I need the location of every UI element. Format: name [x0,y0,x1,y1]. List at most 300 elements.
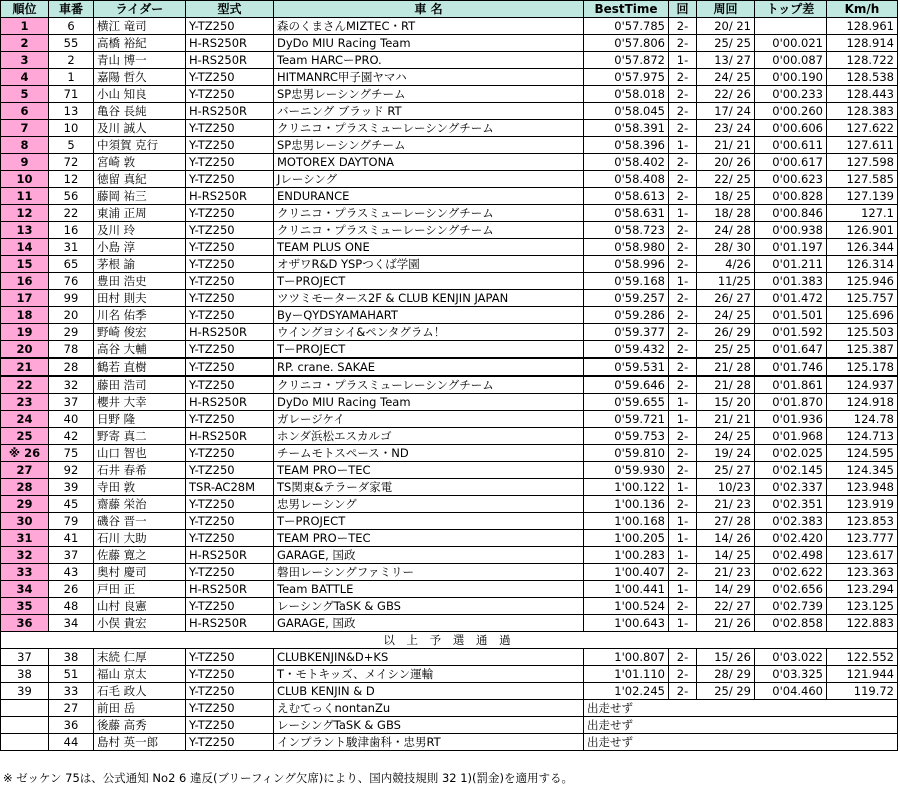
cell-car-number: 45 [49,496,94,513]
cell-best-time: 1'00.205 [584,530,669,547]
cell-speed: 122.552 [827,649,898,666]
cell-position: 23 [1,394,49,411]
cell-speed: 124.713 [827,428,898,445]
table-row [1,239,898,256]
cell-best-time: 0'58.996 [584,256,669,273]
cell-rider: 櫻井 大幸 [94,394,186,411]
cell-position: 5 [1,86,49,103]
cell-gap: 0'02.337 [755,479,827,496]
cell-model: Y-TZ250 [186,273,274,290]
cell-rider: 小島 淳 [94,239,186,256]
cell-laps: 22/ 25 [697,171,755,188]
cell-lap-no: 1- [669,530,697,547]
cell-speed: 125.757 [827,290,898,307]
table-row [1,496,898,513]
table-row [1,598,898,615]
cell-best-time: 0'58.045 [584,103,669,120]
table-row [1,411,898,428]
cell-laps: 25/ 27 [697,462,755,479]
cell-lap-no: 2- [669,307,697,324]
cell-model: Y-TZ250 [186,666,274,683]
cell-rider: 石毛 政人 [94,683,186,700]
header-best-time: BestTime [584,1,669,18]
cell-car-number: 76 [49,273,94,290]
cell-lap-no: 2- [669,462,697,479]
cell-team: SP忠男レーシングチーム [274,86,584,103]
cell-car-number: 32 [49,376,94,394]
cell-rider: 野崎 俊宏 [94,324,186,341]
cell-best-time: 1'00.441 [584,581,669,598]
cell-best-time: 0'57.806 [584,35,669,52]
cell-speed: 127.585 [827,171,898,188]
cell-model: Y-TZ250 [186,445,274,462]
table-row [1,547,898,564]
table-row [1,666,898,683]
cell-laps: 28/ 30 [697,239,755,256]
cell-best-time: 0'59.930 [584,462,669,479]
cell-speed: 123.363 [827,564,898,581]
cell-model: TSR-AC28M [186,479,274,496]
cell-car-number: 38 [49,649,94,666]
table-row [1,341,898,359]
cell-team: Jレーシング [274,171,584,188]
cell-model: H-RS250R [186,324,274,341]
cell-gap: 0'01.746 [755,358,827,376]
cell-laps: 26/ 29 [697,324,755,341]
cell-best-time: 0'58.631 [584,205,669,222]
cell-best-time: 0'59.286 [584,307,669,324]
table-row [1,222,898,239]
cell-rider: 高橋 裕紀 [94,35,186,52]
header-speed: Km/h [827,1,898,18]
cell-best-time: 0'58.391 [584,120,669,137]
table-row [1,683,898,700]
cell-gap: 0'01.197 [755,239,827,256]
cell-car-number: 37 [49,547,94,564]
results-body [1,18,898,751]
cell-speed: 126.344 [827,239,898,256]
cell-best-time: 0'59.531 [584,358,669,376]
cell-car-number: 37 [49,394,94,411]
cell-model: Y-TZ250 [186,171,274,188]
cell-laps: 14/ 29 [697,581,755,598]
cell-rider: 及川 誠人 [94,120,186,137]
cell-rider: 横江 竜司 [94,18,186,35]
cell-speed: 123.617 [827,547,898,564]
cell-car-number: 33 [49,683,94,700]
cell-speed: 128.443 [827,86,898,103]
cell-car-number: 65 [49,256,94,273]
cell-model: Y-TZ250 [186,376,274,394]
cell-speed: 128.722 [827,52,898,69]
cell-position: 35 [1,598,49,615]
cell-gap: 0'01.592 [755,324,827,341]
cell-team: クリニコ・プラスミューレーシングチーム [274,120,584,137]
cell-laps: 13/ 27 [697,52,755,69]
cell-team: Team HARCーPRO. [274,52,584,69]
cell-rider: 福山 京太 [94,666,186,683]
cell-position: 21 [1,358,49,376]
cell-lap-no: 2- [669,649,697,666]
cell-position: 34 [1,581,49,598]
cell-best-time: 0'59.646 [584,376,669,394]
cell-gap: 0'00.617 [755,154,827,171]
cell-laps: 4/26 [697,256,755,273]
cell-rider: 前田 岳 [94,700,186,717]
cell-position: 3 [1,52,49,69]
cell-speed: 125.946 [827,273,898,290]
cell-laps: 14/ 26 [697,530,755,547]
cell-position: 22 [1,376,49,394]
cell-rider: 高谷 大輔 [94,341,186,359]
cell-car-number: 10 [49,120,94,137]
cell-gap: 0'00.846 [755,205,827,222]
header-position: 順位 [1,1,49,18]
cell-team: 忠男レーシング [274,496,584,513]
cell-rider: 末続 仁厚 [94,649,186,666]
cell-car-number: 72 [49,154,94,171]
cell-position: 10 [1,171,49,188]
cell-lap-no: 2- [669,103,697,120]
cell-speed: 123.948 [827,479,898,496]
cell-team: TEAM PROーTEC [274,530,584,547]
cell-lap-no: 2- [669,445,697,462]
table-row [1,35,898,52]
cell-car-number: 31 [49,239,94,256]
cell-lap-no: 1- [669,52,697,69]
cell-speed: 123.853 [827,513,898,530]
cell-gap: 0'00.190 [755,69,827,86]
cell-gap: 0'01.936 [755,411,827,428]
cell-laps: 14/ 25 [697,547,755,564]
cell-best-time: 1'00.283 [584,547,669,564]
cell-rider: 亀谷 長純 [94,103,186,120]
cell-lap-no: 2- [669,341,697,359]
cell-laps: 19/ 24 [697,445,755,462]
cell-best-time: 1'00.122 [584,479,669,496]
cell-position: 31 [1,530,49,547]
table-row [1,564,898,581]
cell-car-number: 92 [49,462,94,479]
cell-team: 森のくまさんMIZTEC・RT [274,18,584,35]
cell-rider: 小俣 貴宏 [94,615,186,632]
cell-best-time: 0'57.975 [584,69,669,86]
table-row [1,188,898,205]
cell-position [1,700,49,717]
cell-gap: 0'03.022 [755,649,827,666]
cell-car-number: 1 [49,69,94,86]
dns-row [1,717,898,734]
cell-lap-no: 1- [669,411,697,428]
cell-laps: 23/ 24 [697,120,755,137]
cell-best-time: 0'59.810 [584,445,669,462]
cell-speed: 123.294 [827,581,898,598]
cell-car-number: 16 [49,222,94,239]
cell-lap-no: 2- [669,69,697,86]
cell-position: 4 [1,69,49,86]
cell-model: Y-TZ250 [186,120,274,137]
cell-model: H-RS250R [186,428,274,445]
cell-best-time: 0'59.257 [584,290,669,307]
cell-team: ByーQYDSYAMAHART [274,307,584,324]
cell-speed: 124.595 [827,445,898,462]
cell-lap-no: 2- [669,35,697,52]
table-row [1,290,898,307]
cell-gap: 0'00.021 [755,35,827,52]
cell-model: H-RS250R [186,394,274,411]
cell-rider: 小山 知良 [94,86,186,103]
cell-position: 28 [1,479,49,496]
cell-best-time: 1'00.168 [584,513,669,530]
cell-laps: 21/ 26 [697,615,755,632]
cell-best-time: 0'59.655 [584,394,669,411]
cell-rider: 鶴若 直樹 [94,358,186,376]
cell-lap-no: 2- [669,18,697,35]
cell-position: 33 [1,564,49,581]
cell-speed: 128.914 [827,35,898,52]
cell-laps: 25/ 29 [697,683,755,700]
cell-gap: 0'01.861 [755,376,827,394]
cell-rider: 戸田 正 [94,581,186,598]
cell-team: GARAGE, 国政 [274,547,584,564]
cell-team: クリニコ・プラスミューレーシングチーム [274,222,584,239]
cell-laps: 18/ 25 [697,188,755,205]
cell-model: Y-TZ250 [186,496,274,513]
table-row [1,358,898,376]
header-gap: トップ差 [755,1,827,18]
cell-rider: 田村 則夫 [94,290,186,307]
cell-lap-no: 2- [669,358,697,376]
cell-position: 19 [1,324,49,341]
cell-team: バーニング ブラッド RT [274,103,584,120]
cell-speed: 127.611 [827,137,898,154]
cell-car-number: 48 [49,598,94,615]
penalty-note: ※ ゼッケン 75は、公式通知 No2 6 違反(ブリーフィング欠席)により、国内競技規則 32 1)(罰金)を適用する。 [3,771,574,785]
cell-lap-no: 2- [669,428,697,445]
cell-team: ホンダ浜松エスカルゴ [274,428,584,445]
cell-position: 2 [1,35,49,52]
cell-model: Y-TZ250 [186,734,274,751]
cell-car-number: 29 [49,324,94,341]
cell-gap: 0'02.420 [755,530,827,547]
cell-best-time: 0'58.396 [584,137,669,154]
cell-lap-no: 1- [669,547,697,564]
cell-speed: 125.387 [827,341,898,359]
cell-model: Y-TZ250 [186,222,274,239]
cell-rider: 豊田 浩史 [94,273,186,290]
cell-team: ENDURANCE [274,188,584,205]
cell-rider: 藤田 浩司 [94,376,186,394]
cell-gap: 0'02.351 [755,496,827,513]
cell-lap-no: 2- [669,683,697,700]
header-laps: 周回 [697,1,755,18]
cell-model: Y-TZ250 [186,137,274,154]
cell-model: Y-TZ250 [186,717,274,734]
cell-model: Y-TZ250 [186,239,274,256]
cell-team: えむてっくnontanZu [274,700,584,717]
cell-position [1,734,49,751]
cell-car-number: 55 [49,35,94,52]
cell-laps: 27/ 28 [697,513,755,530]
cell-laps: 15/ 20 [697,394,755,411]
table-row [1,479,898,496]
dns-row [1,700,898,717]
cell-did-not-start: 出走せず [584,734,898,751]
cell-position: 1 [1,18,49,35]
cell-position: 8 [1,137,49,154]
cell-gap: 0'01.501 [755,307,827,324]
cell-position: 30 [1,513,49,530]
cell-rider: 徳留 真紀 [94,171,186,188]
cell-car-number: 34 [49,615,94,632]
cell-laps: 21/ 23 [697,564,755,581]
cell-lap-no: 2- [669,171,697,188]
cell-speed: 127.598 [827,154,898,171]
header-car-number: 車番 [49,1,94,18]
cell-team: TS関東&テラーダ家電 [274,479,584,496]
cell-team: GARAGE, 国政 [274,615,584,632]
cell-speed: 123.125 [827,598,898,615]
cell-position: 15 [1,256,49,273]
cell-position: 20 [1,341,49,359]
cell-best-time: 1'01.110 [584,666,669,683]
cell-rider: 藤岡 祐三 [94,188,186,205]
cell-team: TーPROJECT [274,341,584,359]
cell-position: 18 [1,307,49,324]
cell-lap-no: 1- [669,479,697,496]
cell-gap: 0'01.211 [755,256,827,273]
qualified-separator: 以 上 予 選 通 過 [1,632,898,649]
cell-speed: 128.538 [827,69,898,86]
cell-model: Y-TZ250 [186,341,274,359]
cell-position: 24 [1,411,49,428]
cell-team: TEAM PROーTEC [274,462,584,479]
cell-best-time: 0'58.980 [584,239,669,256]
cell-car-number: 5 [49,137,94,154]
cell-gap: 0'01.870 [755,394,827,411]
cell-gap: 0'03.325 [755,666,827,683]
cell-best-time: 1'00.136 [584,496,669,513]
cell-team: DyDo MIU Racing Team [274,394,584,411]
cell-car-number: 42 [49,428,94,445]
cell-gap: 0'02.858 [755,615,827,632]
table-row [1,52,898,69]
cell-lap-no: 2- [669,324,697,341]
cell-gap: 0'00.938 [755,222,827,239]
cell-laps: 10/23 [697,479,755,496]
cell-rider: 川名 佑季 [94,307,186,324]
cell-laps: 25/ 25 [697,341,755,359]
cell-lap-no: 1- [669,581,697,598]
cell-model: Y-TZ250 [186,649,274,666]
table-row [1,137,898,154]
cell-laps: 26/ 27 [697,290,755,307]
cell-laps: 21/ 21 [697,137,755,154]
cell-car-number: 56 [49,188,94,205]
table-row [1,324,898,341]
cell-laps: 20/ 21 [697,18,755,35]
qualified-separator-row [1,632,898,649]
cell-lap-no: 2- [669,239,697,256]
cell-car-number: 13 [49,103,94,120]
cell-rider: 宮崎 敦 [94,154,186,171]
cell-gap: 0'00.623 [755,171,827,188]
cell-best-time: 1'00.524 [584,598,669,615]
cell-gap: 0'01.647 [755,341,827,359]
cell-position: 12 [1,205,49,222]
cell-speed: 127.622 [827,120,898,137]
cell-best-time: 0'58.018 [584,86,669,103]
table-row [1,462,898,479]
cell-speed: 128.383 [827,103,898,120]
cell-lap-no: 2- [669,188,697,205]
cell-team: SP忠男レーシングチーム [274,137,584,154]
cell-team: ウイングヨシイ&ペンタグラム！ [274,324,584,341]
table-row [1,171,898,188]
cell-laps: 18/ 28 [697,205,755,222]
cell-rider: 青山 博一 [94,52,186,69]
cell-position: 29 [1,496,49,513]
cell-speed: 124.937 [827,376,898,394]
cell-rider: 寺田 敦 [94,479,186,496]
cell-gap: 0'02.622 [755,564,827,581]
cell-team: オザワR&D YSPつくば学園 [274,256,584,273]
cell-best-time: 0'59.432 [584,341,669,359]
cell-speed: 126.314 [827,256,898,273]
cell-position: 11 [1,188,49,205]
cell-model: Y-TZ250 [186,69,274,86]
cell-laps: 25/ 25 [697,35,755,52]
cell-car-number: 71 [49,86,94,103]
cell-model: H-RS250R [186,615,274,632]
cell-gap: 0'02.025 [755,445,827,462]
cell-speed: 119.72 [827,683,898,700]
cell-laps: 21/ 28 [697,376,755,394]
cell-car-number: 51 [49,666,94,683]
cell-speed: 123.919 [827,496,898,513]
cell-speed: 123.777 [827,530,898,547]
cell-speed: 125.696 [827,307,898,324]
cell-rider: 磯谷 晋一 [94,513,186,530]
cell-gap: 0'02.145 [755,462,827,479]
cell-position: 25 [1,428,49,445]
cell-model: H-RS250R [186,35,274,52]
cell-rider: 後藤 高秀 [94,717,186,734]
cell-laps: 21/ 23 [697,496,755,513]
cell-lap-no: 1- [669,137,697,154]
cell-gap: 0'00.611 [755,137,827,154]
cell-gap: 0'00.233 [755,86,827,103]
cell-lap-no: 2- [669,86,697,103]
cell-best-time: 0'57.785 [584,18,669,35]
dns-row [1,734,898,751]
cell-team: TEAM PLUS ONE [274,239,584,256]
cell-car-number: 75 [49,445,94,462]
cell-team: TーPROJECT [274,273,584,290]
cell-rider: 齋藤 栄治 [94,496,186,513]
cell-did-not-start: 出走せず [584,717,898,734]
cell-position: 37 [1,649,49,666]
cell-speed: 127.1 [827,205,898,222]
cell-position: 6 [1,103,49,120]
cell-team: クリニコ・プラスミューレーシングチーム [274,376,584,394]
cell-car-number: 27 [49,700,94,717]
cell-gap: 0'01.968 [755,428,827,445]
cell-gap: 0'02.498 [755,547,827,564]
cell-best-time: 0'57.872 [584,52,669,69]
cell-rider: 野寄 真二 [94,428,186,445]
cell-model: Y-TZ250 [186,513,274,530]
